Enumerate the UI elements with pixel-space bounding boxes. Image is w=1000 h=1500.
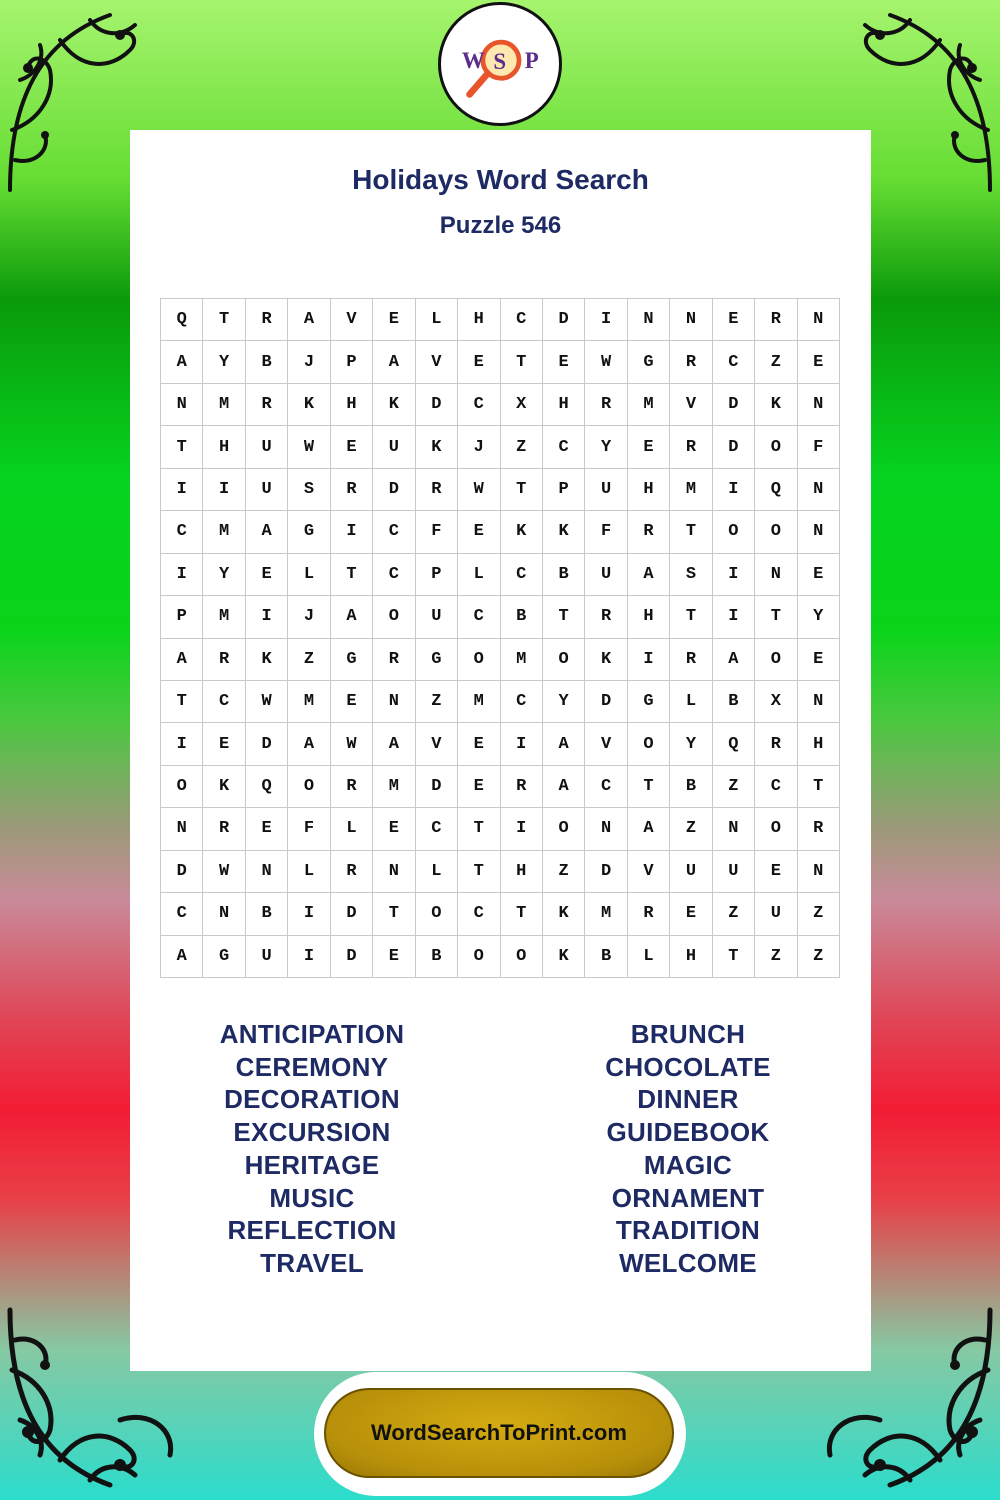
grid-cell[interactable]: G — [628, 341, 670, 383]
grid-cell[interactable]: V — [670, 384, 712, 426]
grid-cell[interactable]: T — [501, 893, 543, 935]
grid-cell[interactable]: K — [543, 893, 585, 935]
word-list-item: CHOCOLATE — [605, 1051, 771, 1082]
grid-cell[interactable]: Q — [246, 766, 288, 808]
grid-cell[interactable]: D — [713, 384, 755, 426]
grid-cell[interactable]: T — [670, 596, 712, 638]
grid-cell[interactable]: O — [543, 639, 585, 681]
grid-cell[interactable]: R — [670, 426, 712, 468]
grid-cell[interactable]: E — [458, 766, 500, 808]
grid-cell[interactable]: A — [161, 341, 203, 383]
word-list-item: DECORATION — [224, 1084, 400, 1115]
grid-cell[interactable]: N — [161, 808, 203, 850]
page-title: Holidays Word Search — [352, 164, 649, 195]
grid-cell[interactable]: L — [331, 808, 373, 850]
grid-cell[interactable]: E — [755, 851, 797, 893]
grid-cell[interactable]: T — [161, 426, 203, 468]
grid-cell[interactable]: V — [331, 299, 373, 341]
grid-cell[interactable]: T — [543, 596, 585, 638]
grid-cell[interactable]: B — [246, 893, 288, 935]
grid-cell[interactable]: B — [416, 936, 458, 978]
grid-cell[interactable]: Z — [501, 426, 543, 468]
grid-cell[interactable]: A — [713, 639, 755, 681]
grid-cell[interactable]: Z — [713, 893, 755, 935]
grid-cell[interactable]: W — [458, 469, 500, 511]
grid-cell[interactable]: R — [585, 384, 627, 426]
grid-cell[interactable]: C — [458, 893, 500, 935]
grid-cell[interactable]: Q — [713, 723, 755, 765]
grid-cell[interactable]: C — [543, 426, 585, 468]
grid-cell[interactable]: M — [288, 681, 330, 723]
grid-cell[interactable]: A — [288, 723, 330, 765]
grid-cell[interactable]: K — [203, 766, 245, 808]
grid-cell[interactable]: X — [501, 384, 543, 426]
grid-cell[interactable]: C — [373, 554, 415, 596]
grid-cell[interactable]: E — [628, 426, 670, 468]
word-list-item: GUIDEBOOK — [606, 1117, 770, 1148]
grid-cell[interactable]: E — [458, 723, 500, 765]
grid-cell[interactable]: E — [798, 639, 840, 681]
grid-cell[interactable]: F — [288, 808, 330, 850]
grid-cell[interactable]: R — [798, 808, 840, 850]
grid-cell[interactable]: N — [161, 384, 203, 426]
grid-cell[interactable]: D — [585, 681, 627, 723]
grid-cell[interactable]: Y — [670, 723, 712, 765]
grid-cell[interactable]: U — [246, 426, 288, 468]
grid-cell[interactable]: E — [331, 681, 373, 723]
word-list-right — [538, 1018, 838, 1280]
grid-cell[interactable]: Z — [713, 766, 755, 808]
grid-cell[interactable]: K — [755, 384, 797, 426]
grid-cell[interactable]: E — [373, 936, 415, 978]
grid-cell[interactable]: N — [798, 851, 840, 893]
grid-cell[interactable]: C — [373, 511, 415, 553]
grid-cell[interactable]: K — [585, 639, 627, 681]
word-list-item: DINNER — [637, 1084, 739, 1115]
grid-cell[interactable]: C — [501, 299, 543, 341]
grid-cell[interactable]: M — [501, 639, 543, 681]
grid-cell[interactable]: Z — [288, 639, 330, 681]
grid-cell[interactable]: N — [670, 299, 712, 341]
grid-cell[interactable]: I — [585, 299, 627, 341]
grid-cell[interactable]: N — [713, 808, 755, 850]
grid-cell[interactable]: C — [585, 766, 627, 808]
grid-cell[interactable]: H — [798, 723, 840, 765]
grid-cell[interactable]: Q — [161, 299, 203, 341]
grid-cell[interactable]: K — [543, 511, 585, 553]
grid-cell[interactable]: G — [288, 511, 330, 553]
grid-cell[interactable]: Z — [543, 851, 585, 893]
grid-cell[interactable]: N — [585, 808, 627, 850]
grid-cell[interactable]: D — [416, 384, 458, 426]
grid-cell[interactable]: Y — [543, 681, 585, 723]
grid-cell[interactable]: M — [203, 384, 245, 426]
grid-cell[interactable]: T — [203, 299, 245, 341]
grid-cell[interactable]: E — [713, 299, 755, 341]
grid-cell[interactable]: Q — [755, 469, 797, 511]
grid-cell[interactable]: M — [458, 681, 500, 723]
grid-cell[interactable]: R — [331, 766, 373, 808]
grid-cell[interactable]: N — [798, 511, 840, 553]
grid-cell[interactable]: N — [373, 851, 415, 893]
grid-cell[interactable]: R — [203, 808, 245, 850]
grid-cell[interactable]: T — [458, 808, 500, 850]
grid-cell[interactable]: U — [713, 851, 755, 893]
grid-cell[interactable]: X — [755, 681, 797, 723]
grid-cell[interactable]: E — [798, 341, 840, 383]
grid-cell[interactable]: H — [458, 299, 500, 341]
grid-cell[interactable]: N — [203, 893, 245, 935]
grid-cell[interactable]: R — [203, 639, 245, 681]
grid-cell[interactable]: R — [331, 851, 373, 893]
grid-cell[interactable]: C — [416, 808, 458, 850]
grid-cell[interactable]: W — [288, 426, 330, 468]
grid-cell[interactable]: W — [331, 723, 373, 765]
grid-cell[interactable]: E — [458, 511, 500, 553]
word-list-item: EXCURSION — [233, 1117, 391, 1148]
grid-cell[interactable]: O — [755, 808, 797, 850]
grid-cell[interactable]: Z — [798, 893, 840, 935]
grid-cell[interactable]: N — [628, 299, 670, 341]
grid-cell[interactable]: M — [628, 384, 670, 426]
grid-cell[interactable]: Z — [755, 341, 797, 383]
grid-cell[interactable]: R — [755, 299, 797, 341]
grid-cell[interactable]: B — [585, 936, 627, 978]
grid-cell[interactable]: C — [161, 893, 203, 935]
grid-cell[interactable]: S — [288, 469, 330, 511]
wsp-logo[interactable] — [438, 2, 562, 126]
grid-cell[interactable]: H — [331, 384, 373, 426]
grid-cell[interactable]: V — [416, 723, 458, 765]
grid-cell[interactable]: A — [161, 639, 203, 681]
grid-cell[interactable]: O — [288, 766, 330, 808]
grid-cell[interactable]: Z — [416, 681, 458, 723]
grid-cell[interactable]: U — [585, 554, 627, 596]
grid-cell[interactable]: A — [246, 511, 288, 553]
word-list-left — [162, 1018, 462, 1280]
grid-cell[interactable]: M — [203, 511, 245, 553]
grid-cell[interactable]: E — [458, 341, 500, 383]
grid-cell[interactable]: B — [543, 554, 585, 596]
grid-cell[interactable]: B — [501, 596, 543, 638]
grid-cell[interactable]: I — [288, 936, 330, 978]
grid-cell[interactable]: I — [246, 596, 288, 638]
grid-cell[interactable]: G — [203, 936, 245, 978]
grid-cell[interactable]: E — [246, 808, 288, 850]
grid-cell[interactable]: P — [416, 554, 458, 596]
grid-cell[interactable]: Z — [755, 936, 797, 978]
grid-cell[interactable]: B — [670, 766, 712, 808]
grid-cell[interactable]: T — [501, 341, 543, 383]
grid-cell[interactable]: P — [331, 341, 373, 383]
grid-cell[interactable]: O — [416, 893, 458, 935]
grid-cell[interactable]: L — [628, 936, 670, 978]
grid-cell[interactable]: L — [670, 681, 712, 723]
word-list-item: ANTICIPATION — [219, 1019, 405, 1049]
grid-cell[interactable]: N — [798, 681, 840, 723]
grid-cell[interactable]: T — [501, 469, 543, 511]
grid-cell[interactable]: A — [628, 554, 670, 596]
grid-cell[interactable]: L — [288, 554, 330, 596]
grid-cell[interactable]: Y — [203, 554, 245, 596]
grid-cell[interactable]: D — [585, 851, 627, 893]
grid-cell[interactable]: K — [416, 426, 458, 468]
word-list-item: CEREMONY — [235, 1051, 389, 1082]
grid-cell[interactable]: C — [755, 766, 797, 808]
grid-cell[interactable]: D — [713, 426, 755, 468]
grid-cell[interactable]: U — [246, 936, 288, 978]
grid-cell[interactable]: U — [585, 469, 627, 511]
footer-badge — [314, 1372, 686, 1496]
grid-cell[interactable]: J — [288, 596, 330, 638]
grid-cell[interactable]: Y — [203, 341, 245, 383]
grid-cell[interactable]: W — [203, 851, 245, 893]
grid-cell[interactable]: G — [416, 639, 458, 681]
grid-cell[interactable]: D — [373, 469, 415, 511]
letter-grid — [160, 298, 840, 978]
grid-cell[interactable]: N — [798, 384, 840, 426]
grid-cell[interactable]: C — [713, 341, 755, 383]
grid-cell[interactable]: I — [203, 469, 245, 511]
grid-cell[interactable]: L — [288, 851, 330, 893]
grid-cell[interactable]: E — [373, 808, 415, 850]
grid-cell[interactable]: R — [246, 299, 288, 341]
grid-cell[interactable]: M — [203, 596, 245, 638]
grid-cell[interactable]: D — [416, 766, 458, 808]
grid-cell[interactable]: E — [798, 554, 840, 596]
word-list-item: TRAVEL — [260, 1247, 364, 1278]
grid-cell[interactable]: V — [585, 723, 627, 765]
grid-cell[interactable]: I — [713, 469, 755, 511]
grid-cell[interactable]: A — [331, 596, 373, 638]
grid-cell[interactable]: H — [501, 851, 543, 893]
grid-cell[interactable]: O — [755, 639, 797, 681]
grid-cell[interactable]: J — [288, 341, 330, 383]
grid-cell[interactable]: A — [543, 723, 585, 765]
puzzle-card — [130, 130, 871, 1371]
grid-cell[interactable]: I — [501, 808, 543, 850]
grid-cell[interactable]: M — [670, 469, 712, 511]
grid-cell[interactable]: E — [670, 893, 712, 935]
logo-letter-p: P — [524, 47, 539, 73]
grid-cell[interactable]: A — [628, 808, 670, 850]
grid-cell[interactable]: J — [458, 426, 500, 468]
grid-cell[interactable]: R — [585, 596, 627, 638]
grid-cell[interactable]: E — [543, 341, 585, 383]
grid-cell[interactable]: C — [203, 681, 245, 723]
website-link[interactable]: WordSearchToPrint.com — [324, 1388, 674, 1478]
grid-cell[interactable]: O — [373, 596, 415, 638]
grid-cell[interactable]: I — [331, 511, 373, 553]
grid-cell[interactable]: P — [161, 596, 203, 638]
word-list-item: BRUNCH — [630, 1019, 746, 1049]
grid-cell[interactable]: C — [501, 554, 543, 596]
word-list-item: MUSIC — [269, 1182, 355, 1213]
grid-cell[interactable]: I — [501, 723, 543, 765]
logo-letter-w: W — [461, 47, 485, 73]
grid-cell[interactable]: L — [458, 554, 500, 596]
grid-cell[interactable]: O — [501, 936, 543, 978]
logo-letter-s: S — [493, 48, 507, 74]
grid-cell[interactable]: B — [713, 681, 755, 723]
grid-cell[interactable]: O — [713, 511, 755, 553]
puzzle-number: Puzzle 546 — [439, 212, 562, 239]
grid-cell[interactable]: M — [585, 893, 627, 935]
grid-cell[interactable]: K — [501, 511, 543, 553]
grid-cell[interactable]: R — [416, 469, 458, 511]
grid-cell[interactable]: E — [331, 426, 373, 468]
grid-cell[interactable]: E — [203, 723, 245, 765]
grid-cell[interactable]: D — [246, 723, 288, 765]
grid-cell[interactable]: F — [798, 426, 840, 468]
word-list-item: TRADITION — [615, 1215, 761, 1246]
grid-cell[interactable]: U — [755, 893, 797, 935]
grid-cell[interactable]: Z — [670, 808, 712, 850]
grid-cell[interactable]: C — [458, 384, 500, 426]
grid-cell[interactable]: U — [416, 596, 458, 638]
grid-cell[interactable]: N — [798, 469, 840, 511]
grid-cell[interactable]: A — [373, 723, 415, 765]
grid-cell[interactable]: D — [543, 299, 585, 341]
grid-cell[interactable]: C — [161, 511, 203, 553]
grid-cell[interactable]: H — [670, 936, 712, 978]
grid-cell[interactable]: C — [458, 596, 500, 638]
grid-cell[interactable]: K — [543, 936, 585, 978]
grid-cell[interactable]: T — [331, 554, 373, 596]
grid-cell[interactable]: R — [501, 766, 543, 808]
grid-cell[interactable]: R — [373, 639, 415, 681]
grid-cell[interactable]: T — [458, 851, 500, 893]
grid-cell[interactable]: G — [628, 681, 670, 723]
grid-cell[interactable]: U — [670, 851, 712, 893]
grid-cell[interactable]: F — [416, 511, 458, 553]
grid-cell[interactable]: U — [373, 426, 415, 468]
grid-cell[interactable]: K — [373, 384, 415, 426]
grid-cell[interactable]: O — [628, 723, 670, 765]
grid-cell[interactable]: R — [670, 639, 712, 681]
grid-cell[interactable]: T — [161, 681, 203, 723]
grid-cell[interactable]: I — [161, 469, 203, 511]
grid-cell[interactable]: O — [755, 426, 797, 468]
grid-cell[interactable]: A — [373, 341, 415, 383]
grid-cell[interactable]: D — [331, 936, 373, 978]
grid-cell[interactable]: I — [713, 596, 755, 638]
grid-cell[interactable]: R — [246, 384, 288, 426]
grid-cell[interactable]: N — [755, 554, 797, 596]
grid-cell[interactable]: S — [670, 554, 712, 596]
grid-cell[interactable]: T — [670, 511, 712, 553]
grid-cell[interactable]: O — [161, 766, 203, 808]
grid-cell[interactable]: Z — [798, 936, 840, 978]
grid-cell[interactable]: B — [246, 341, 288, 383]
grid-cell[interactable]: V — [628, 851, 670, 893]
grid-cell[interactable]: U — [246, 469, 288, 511]
grid-cell[interactable]: T — [373, 893, 415, 935]
grid-cell[interactable]: A — [543, 766, 585, 808]
grid-cell[interactable]: E — [373, 299, 415, 341]
grid-cell[interactable]: K — [246, 639, 288, 681]
grid-cell[interactable]: H — [203, 426, 245, 468]
grid-cell[interactable]: O — [458, 639, 500, 681]
grid-cell[interactable]: K — [288, 384, 330, 426]
grid-cell[interactable]: I — [713, 554, 755, 596]
word-list-item: MAGIC — [643, 1149, 733, 1180]
grid-cell[interactable]: L — [416, 299, 458, 341]
grid-cell[interactable]: R — [670, 341, 712, 383]
grid-cell[interactable]: E — [246, 554, 288, 596]
grid-cell[interactable]: V — [416, 341, 458, 383]
grid-cell[interactable]: N — [798, 299, 840, 341]
grid-cell[interactable]: D — [161, 851, 203, 893]
grid-cell[interactable]: F — [585, 511, 627, 553]
grid-cell[interactable]: R — [628, 511, 670, 553]
grid-cell[interactable]: H — [628, 596, 670, 638]
grid-cell[interactable]: T — [755, 596, 797, 638]
grid-cell[interactable]: Y — [798, 596, 840, 638]
grid-cell[interactable]: N — [246, 851, 288, 893]
grid-cell[interactable]: Y — [585, 426, 627, 468]
word-list-item: REFLECTION — [227, 1215, 397, 1246]
grid-cell[interactable]: R — [755, 723, 797, 765]
grid-cell[interactable]: G — [331, 639, 373, 681]
grid-cell[interactable]: W — [246, 681, 288, 723]
word-list-item: HERITAGE — [244, 1149, 380, 1180]
grid-cell[interactable]: A — [288, 299, 330, 341]
grid-cell[interactable]: H — [628, 469, 670, 511]
grid-cell[interactable]: O — [458, 936, 500, 978]
grid-cell[interactable]: O — [543, 808, 585, 850]
grid-cell[interactable]: O — [755, 511, 797, 553]
grid-cell[interactable]: H — [543, 384, 585, 426]
grid-cell[interactable]: I — [161, 723, 203, 765]
grid-cell[interactable]: R — [331, 469, 373, 511]
grid-cell[interactable]: C — [501, 681, 543, 723]
grid-cell[interactable]: T — [628, 766, 670, 808]
grid-cell[interactable]: T — [713, 936, 755, 978]
grid-cell[interactable]: P — [543, 469, 585, 511]
grid-cell[interactable]: T — [798, 766, 840, 808]
grid-cell[interactable]: I — [161, 554, 203, 596]
grid-cell[interactable]: A — [161, 936, 203, 978]
grid-cell[interactable]: D — [331, 893, 373, 935]
grid-cell[interactable]: R — [628, 893, 670, 935]
grid-cell[interactable]: M — [373, 766, 415, 808]
grid-cell[interactable]: I — [628, 639, 670, 681]
word-list-item: WELCOME — [619, 1247, 757, 1278]
grid-cell[interactable]: I — [288, 893, 330, 935]
word-list-item: ORNAMENT — [611, 1182, 765, 1213]
grid-cell[interactable]: W — [585, 341, 627, 383]
grid-cell[interactable]: N — [373, 681, 415, 723]
grid-cell[interactable]: L — [416, 851, 458, 893]
